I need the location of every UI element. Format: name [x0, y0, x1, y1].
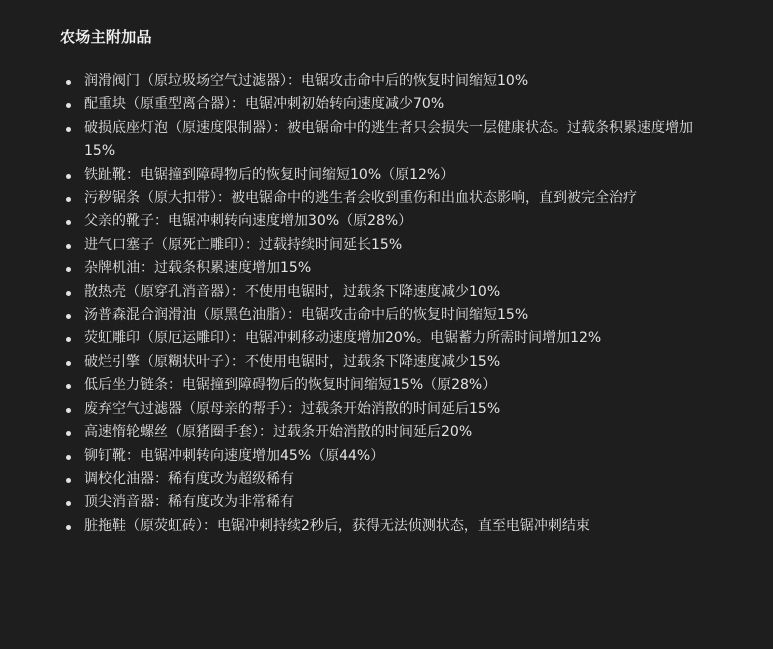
list-item: [60, 491, 714, 514]
list-item: [60, 421, 714, 444]
bullet-icon: [66, 384, 71, 389]
list-item: [60, 117, 714, 164]
list-item: [60, 374, 714, 397]
bullet-icon: [66, 408, 71, 413]
list-item-text: 低后坐力链条：电锯撞到障碍物后的恢复时间缩短15%（原28%）: [84, 377, 497, 394]
list-item: [60, 398, 714, 421]
bullet-icon: [66, 220, 71, 225]
bullet-icon: [66, 431, 71, 436]
list-item-text: 散热壳（原穿孔消音器）：不使用电锯时，过载条下降速度减少10%: [84, 283, 501, 300]
list-item-text: 配重块（原重型离合器）：电锯冲刺初始转向速度减少70%: [84, 96, 445, 113]
list-item-text: 污秽锯条（原大扣带）：被电锯命中的逃生者会收到重伤和出血状态影响，直到被完全治疗: [84, 190, 637, 207]
list-item-text: 顶尖消音器：稀有度改为非常稀有: [84, 494, 294, 511]
bullet-icon: [66, 127, 71, 132]
list-item-text: 破烂引擎（原糊状叶子）：不使用电锯时，过载条下降速度减少15%: [84, 353, 501, 370]
bullet-icon: [66, 361, 71, 366]
bullet-icon: [66, 291, 71, 296]
bullet-icon: [66, 244, 71, 249]
list-item: [60, 164, 714, 187]
list-item-text: 荧虹雕印（原厄运雕印）：电锯冲刺移动速度增加20%。电锯蓄力所需时间增加12%: [84, 330, 602, 347]
list-item-text: 铁趾靴：电锯撞到障碍物后的恢复时间缩短10%（原12%）: [84, 166, 455, 183]
list-item: [60, 93, 714, 116]
list-item-text: 汤普森混合润滑油（原黑色油脂）：电锯攻击命中后的恢复时间缩短15%: [84, 307, 529, 324]
list-item: [60, 445, 714, 468]
bullet-icon: [66, 501, 71, 506]
list-item-text: 润滑阀门（原垃圾场空气过滤器）：电锯攻击命中后的恢复时间缩短10%: [84, 73, 529, 89]
list-item: [60, 234, 714, 257]
article-section: [60, 26, 760, 538]
list-item-text: 调校化油器：稀有度改为超级稀有: [84, 470, 294, 487]
list-item: [60, 70, 714, 93]
list-item-text: 父亲的靴子：电锯冲刺转向速度增加30%（原28%）: [84, 213, 413, 230]
bullet-icon: [66, 103, 71, 108]
list-item-text: 杂牌机油：过载条积累速度增加15%: [84, 260, 312, 277]
addon-list: [60, 70, 760, 538]
bullet-icon: [66, 80, 71, 85]
list-item: [60, 187, 714, 210]
list-item-text: 高速惰轮螺丝（原猪圈手套）：过载条开始消散的时间延后20%: [84, 424, 473, 441]
list-item: [60, 468, 714, 491]
list-item: [60, 257, 714, 280]
list-item: [60, 210, 714, 233]
list-item-text: 废弃空气过滤器（原母亲的帮手）：过载条开始消散的时间延后15%: [84, 400, 501, 417]
list-item: [60, 515, 714, 538]
list-item: [60, 281, 714, 304]
list-item-text: 破损底座灯泡（原速度限制器）：被电锯命中的逃生者只会损失一层健康状态。过载条积累速度增加15%: [84, 119, 693, 160]
list-item: [60, 304, 714, 327]
bullet-icon: [66, 197, 71, 202]
list-item-text: 进气口塞子（原死亡雕印）：过载持续时间延长15%: [84, 236, 403, 253]
bullet-icon: [66, 525, 71, 530]
list-item: [60, 351, 714, 374]
bullet-icon: [66, 314, 71, 319]
list-item-text: 脏拖鞋（原荧虹砖）：电锯冲刺持续2秒后，获得无法侦测状态，直至电锯冲刺结束: [84, 517, 590, 534]
bullet-icon: [66, 478, 71, 483]
list-item-text: 铆钉靴：电锯冲刺转向速度增加45%（原44%）: [84, 447, 385, 464]
bullet-icon: [66, 337, 71, 342]
section-title: 农场主附加品: [60, 28, 152, 46]
list-item: [60, 327, 714, 350]
bullet-icon: [66, 174, 71, 179]
bullet-icon: [66, 267, 71, 272]
bullet-icon: [66, 455, 71, 460]
